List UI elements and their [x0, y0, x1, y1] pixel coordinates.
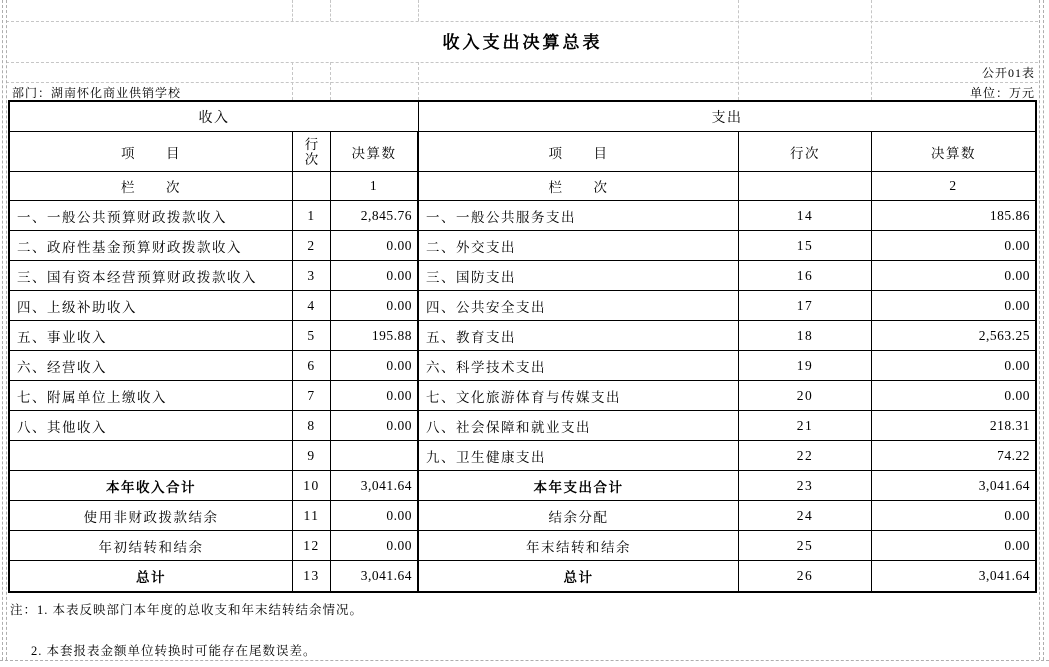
expense-col-number: 2 [872, 172, 1035, 201]
income-item-cell: 使用非财政拨款结余 [10, 501, 293, 531]
expense-line-cell: 20 [739, 381, 872, 411]
page-break-line [2, 0, 3, 660]
income-item-cell [10, 441, 293, 471]
unit-label: 单位：万元 [969, 86, 1035, 100]
income-value-cell: 2,845.76 [331, 201, 419, 231]
expense-item-cell: 年末结转和结余 [419, 531, 739, 561]
footnote-1: 注：1. 本表反映部门本年度的总收支和年末结转结余情况。 [10, 603, 364, 617]
income-item-col-header: 项 目 [10, 132, 293, 172]
gridline [330, 62, 331, 100]
gridline [418, 62, 419, 100]
gridline [6, 82, 1038, 83]
expense-item-cell: 二、外交支出 [419, 231, 739, 261]
income-line-cell: 3 [293, 261, 331, 291]
income-line-cell: 9 [293, 441, 331, 471]
income-line-cell: 13 [293, 561, 331, 591]
expense-value-cell: 0.00 [872, 351, 1035, 381]
income-item-cell: 六、经营收入 [10, 351, 293, 381]
income-line-col-header [293, 132, 331, 172]
gridline [6, 21, 1038, 22]
expense-line-cell: 22 [739, 441, 872, 471]
income-value-cell: 0.00 [331, 531, 419, 561]
income-value-cell: 0.00 [331, 351, 419, 381]
gridline [6, 62, 1038, 63]
expense-value-cell: 0.00 [872, 291, 1035, 321]
expense-value-cell: 0.00 [872, 381, 1035, 411]
income-lanci-label: 栏 次 [10, 172, 293, 201]
expense-item-cell: 结余分配 [419, 501, 739, 531]
expense-value-cell: 2,563.25 [872, 321, 1035, 351]
income-value-cell: 195.88 [331, 321, 419, 351]
gridline [292, 0, 293, 21]
income-line-cell: 10 [293, 471, 331, 501]
income-line-cell: 4 [293, 291, 331, 321]
expense-item-cell: 八、社会保障和就业支出 [419, 411, 739, 441]
page-break-line [1039, 0, 1040, 660]
expense-value-cell: 3,041.64 [978, 568, 1030, 583]
income-line-cell: 8 [293, 411, 331, 441]
page-title: 收入支出决算总表 [442, 33, 603, 52]
expense-value-cell: 0.00 [872, 231, 1035, 261]
expense-value-col-header: 决算数 [872, 132, 1035, 172]
expense-line-cell: 16 [739, 261, 872, 291]
expense-item-col-header: 项 目 [419, 132, 739, 172]
income-lanci-blank [293, 172, 331, 201]
income-line-cell: 6 [293, 351, 331, 381]
expense-item-cell: 一、一般公共服务支出 [419, 201, 739, 231]
expense-value-cell: 0.00 [872, 261, 1035, 291]
page-break-line [1043, 0, 1044, 660]
income-line-cell: 5 [293, 321, 331, 351]
income-line-cell: 12 [293, 531, 331, 561]
income-line-cell: 2 [293, 231, 331, 261]
expense-item-cell: 九、卫生健康支出 [419, 441, 739, 471]
expense-item-cell: 本年支出合计 [419, 471, 739, 501]
expense-line-cell: 15 [739, 231, 872, 261]
expense-line-cell: 18 [739, 321, 872, 351]
gridline [292, 62, 293, 100]
expense-value-cell: 218.31 [872, 411, 1035, 441]
expense-item-cell: 六、科学技术支出 [419, 351, 739, 381]
expense-line-cell: 23 [739, 471, 872, 501]
income-value-cell: 3,041.64 [331, 561, 419, 591]
income-value-col-header: 决算数 [331, 132, 419, 172]
table-code-label: 公开01表 [981, 66, 1035, 80]
income-line-cell: 1 [293, 201, 331, 231]
expense-line-cell: 25 [739, 531, 872, 561]
expense-line-cell: 17 [739, 291, 872, 321]
expense-line-cell: 26 [739, 561, 872, 591]
expense-item-cell: 总计 [419, 561, 739, 591]
income-value-cell: 0.00 [331, 231, 419, 261]
income-line-cell: 7 [293, 381, 331, 411]
expense-item-cell: 五、教育支出 [419, 321, 739, 351]
income-col-number: 1 [331, 172, 419, 201]
income-value-cell: 0.00 [331, 291, 419, 321]
expense-line-cell: 19 [739, 351, 872, 381]
income-value-cell: 0.00 [331, 411, 419, 441]
income-value-cell: 0.00 [331, 381, 419, 411]
expense-value-cell: 3,041.64 [872, 471, 1035, 501]
expense-line-cell: 24 [739, 501, 872, 531]
income-value-cell [331, 441, 419, 471]
expense-value-cell: 0.00 [872, 531, 1035, 561]
expense-value-cell: 0.00 [872, 501, 1035, 531]
income-section-header: 收入 [10, 102, 419, 132]
expense-item-cell: 七、文化旅游体育与传媒支出 [419, 381, 739, 411]
income-value-cell: 0.00 [331, 501, 419, 531]
footnote-2: 2. 本套报表金额单位转换时可能存在尾数误差。 [31, 644, 317, 658]
income-item-cell: 三、国有资本经营预算财政拨款收入 [10, 261, 293, 291]
expense-line-cell: 14 [739, 201, 872, 231]
expense-value-cell: 74.22 [872, 441, 1035, 471]
expense-line-cell: 21 [739, 411, 872, 441]
income-item-cell: 年初结转和结余 [10, 531, 293, 561]
expense-line-col-header: 行次 [739, 132, 872, 172]
line-no-label: 行次 [304, 136, 319, 167]
expense-item-cell: 四、公共安全支出 [419, 291, 739, 321]
expense-section-header: 支出 [419, 102, 1035, 132]
income-item-cell: 七、附属单位上缴收入 [10, 381, 293, 411]
expense-lanci-blank [739, 172, 872, 201]
summary-table [8, 100, 1037, 593]
department-label: 部门：湖南怀化商业供销学校 [12, 86, 182, 100]
income-value-cell: 0.00 [331, 261, 419, 291]
gridline [330, 0, 331, 21]
page-break-line [6, 0, 7, 660]
income-item-cell: 本年收入合计 [10, 471, 293, 501]
income-value-cell: 3,041.64 [331, 471, 419, 501]
income-item-cell: 四、上级补助收入 [10, 291, 293, 321]
income-item-cell: 八、其他收入 [10, 411, 293, 441]
expense-lanci-label: 栏 次 [419, 172, 739, 201]
income-item-cell: 总计 [10, 561, 293, 591]
gridline [418, 0, 419, 21]
income-item-cell: 一、一般公共预算财政拨款收入 [10, 201, 293, 231]
page-break-line [0, 660, 1049, 661]
expense-value-cell: 185.86 [872, 201, 1035, 231]
income-line-cell: 11 [293, 501, 331, 531]
income-item-cell: 五、事业收入 [10, 321, 293, 351]
expense-item-cell: 三、国防支出 [419, 261, 739, 291]
income-item-cell: 二、政府性基金预算财政拨款收入 [10, 231, 293, 261]
